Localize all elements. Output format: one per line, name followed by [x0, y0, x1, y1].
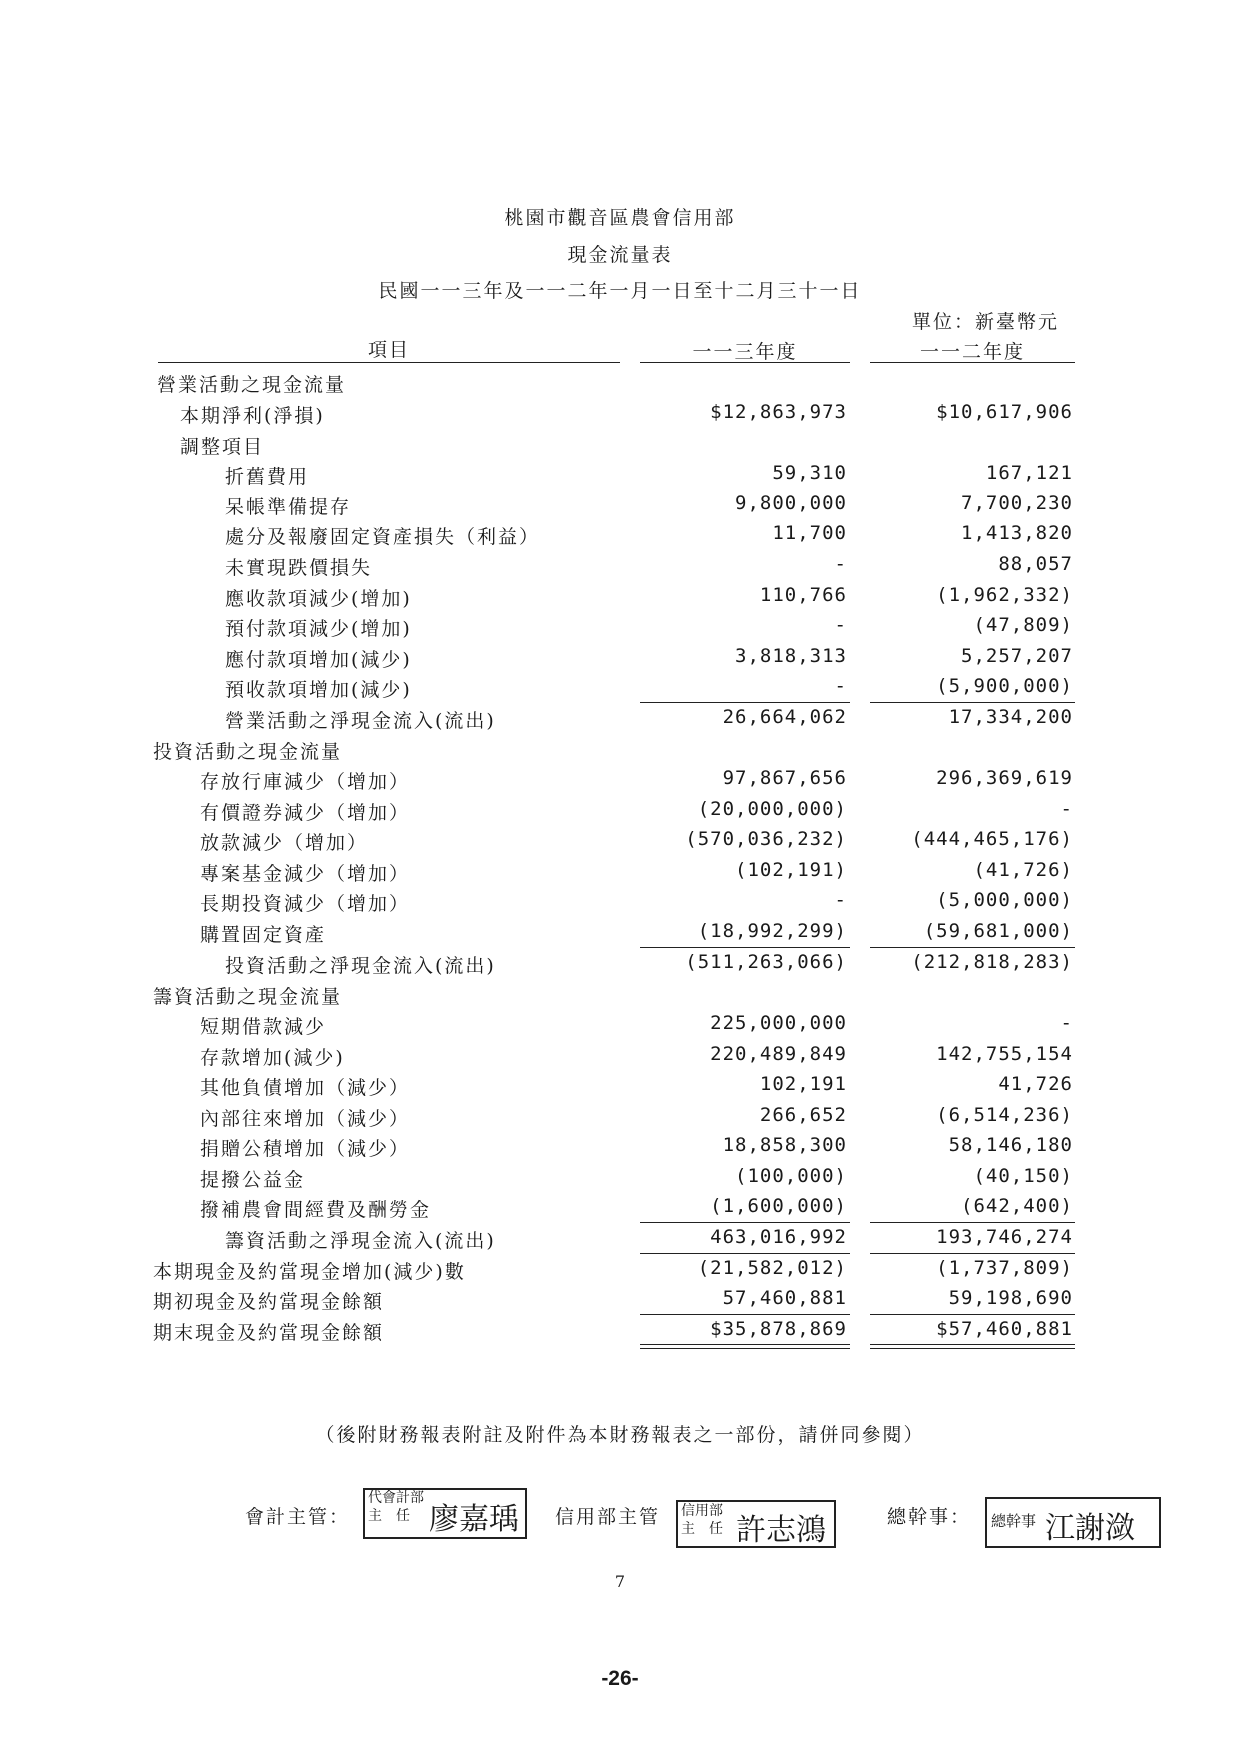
- value-112: -: [1060, 1012, 1073, 1034]
- value-113: 26,664,062: [722, 706, 847, 728]
- table-row: [0, 1283, 1240, 1314]
- row-label: 本期現金及約當現金增加(減少)數: [153, 1261, 466, 1283]
- value-113: 220,489,849: [710, 1043, 847, 1065]
- row-label: 購置固定資產: [200, 924, 327, 946]
- value-113: (21,582,012): [697, 1257, 847, 1279]
- value-113: (100,000): [735, 1165, 847, 1187]
- value-112: 41,726: [998, 1073, 1073, 1095]
- table-row: [0, 794, 1240, 825]
- row-label: 捐贈公積增加（減少）: [200, 1138, 411, 1160]
- value-113: 9,800,000: [735, 492, 847, 514]
- table-row: [0, 428, 1240, 459]
- table-row: [0, 1314, 1240, 1345]
- value-113: 11,700: [772, 522, 847, 544]
- row-label: 調整項目: [180, 436, 265, 458]
- row-label: 處分及報廢固定資產損失（利益）: [225, 526, 541, 548]
- table-row: [0, 488, 1240, 519]
- table-row: [0, 855, 1240, 886]
- table-row: [0, 1008, 1240, 1039]
- row-label: 本期淨利(淨損): [180, 405, 325, 427]
- table-row: [0, 1130, 1240, 1161]
- accounting-supervisor-stamp: [363, 1488, 527, 1539]
- value-113: 102,191: [759, 1073, 847, 1095]
- value-112: 142,755,154: [936, 1043, 1073, 1065]
- row-label: 未實現跌價損失: [225, 557, 373, 579]
- stamp-name: 許志鴻: [736, 1513, 826, 1548]
- table-row: [0, 1253, 1240, 1284]
- value-113: 110,766: [759, 584, 847, 606]
- table-row: [0, 671, 1240, 702]
- row-label: 存放行庫減少（增加）: [200, 771, 411, 793]
- stamp-title: 代會計部: [368, 1490, 424, 1506]
- value-112: 7,700,230: [961, 492, 1073, 514]
- row-label: 專案基金減少（增加）: [200, 863, 411, 885]
- column-header-112: 一一二年度: [919, 341, 1025, 363]
- statement-period: 民國一一三年及一一二年一月一日至十二月三十一日: [378, 280, 862, 302]
- row-label: 應收款項減少(增加): [225, 588, 412, 610]
- value-113: (20,000,000): [697, 798, 847, 820]
- table-row: [0, 397, 1240, 428]
- value-112: (47,809): [973, 614, 1073, 636]
- row-label: 內部往來增加（減少）: [200, 1108, 411, 1130]
- value-112: (212,818,283): [911, 951, 1073, 973]
- stamp-name: 廖嘉瑀: [429, 1502, 519, 1537]
- table-row: [0, 366, 1240, 397]
- value-113: -: [834, 553, 847, 575]
- value-113: -: [834, 614, 847, 636]
- row-label: 投資活動之淨現金流入(流出): [225, 955, 496, 977]
- table-row: [0, 458, 1240, 489]
- stamp-title: 總幹事: [991, 1512, 1037, 1530]
- value-113: 266,652: [759, 1104, 847, 1126]
- row-label: 折舊費用: [225, 466, 310, 488]
- value-112: (444,465,176): [911, 828, 1073, 850]
- row-label: 撥補農會間經費及酬勞金: [200, 1199, 432, 1221]
- accounting-supervisor-label: 會計主管：: [245, 1506, 351, 1528]
- table-row: [0, 1069, 1240, 1100]
- total-double-rule: [870, 1344, 1075, 1349]
- table-row: [0, 733, 1240, 764]
- row-label: 投資活動之現金流量: [153, 741, 343, 763]
- table-row: [0, 610, 1240, 641]
- stamp-name: 江謝潋: [1045, 1511, 1135, 1546]
- row-label: 呆帳準備提存: [225, 496, 352, 518]
- footnote: （後附財務報表附註及附件為本財務報表之一部份，請併同參閱）: [315, 1424, 925, 1446]
- row-label: 其他負債增加（減少）: [200, 1077, 411, 1099]
- header-underline-113: [640, 362, 850, 363]
- statement-title: 現金流量表: [567, 244, 673, 266]
- table-row: [0, 641, 1240, 672]
- row-label: 存款增加(減少): [200, 1047, 345, 1069]
- value-112: 193,746,274: [936, 1226, 1073, 1248]
- row-label: 營業活動之現金流量: [157, 374, 347, 396]
- table-row: [0, 1191, 1240, 1222]
- value-112: (6,514,236): [936, 1104, 1073, 1126]
- value-112: -: [1060, 798, 1073, 820]
- credit-dept-supervisor-label: 信用部主管: [555, 1506, 661, 1528]
- value-113: 97,867,656: [722, 767, 847, 789]
- table-row: [0, 1100, 1240, 1131]
- value-112: 296,369,619: [936, 767, 1073, 789]
- table-row: [0, 763, 1240, 794]
- value-113: 3,818,313: [735, 645, 847, 667]
- row-label: 期末現金及約當現金餘額: [153, 1322, 385, 1344]
- value-112: 17,334,200: [948, 706, 1073, 728]
- table-row: [0, 824, 1240, 855]
- row-label: 有價證券減少（增加）: [200, 802, 411, 824]
- row-label: 短期借款減少: [200, 1016, 327, 1038]
- table-row: [0, 1222, 1240, 1253]
- table-row: [0, 978, 1240, 1009]
- value-113: 59,310: [772, 462, 847, 484]
- row-label: 籌資活動之淨現金流入(流出): [225, 1230, 496, 1252]
- value-112: (40,150): [973, 1165, 1073, 1187]
- value-112: $57,460,881: [936, 1318, 1073, 1340]
- table-row: [0, 580, 1240, 611]
- value-112: (1,737,809): [936, 1257, 1073, 1279]
- value-113: -: [834, 675, 847, 697]
- table-row: [0, 549, 1240, 580]
- row-label: 營業活動之淨現金流入(流出): [225, 710, 496, 732]
- value-112: 58,146,180: [948, 1134, 1073, 1156]
- table-row: [0, 702, 1240, 733]
- currency-unit: 單位：新臺幣元: [912, 311, 1060, 333]
- column-header-item: 項目: [367, 339, 410, 361]
- row-label: 應付款項增加(減少): [225, 649, 412, 671]
- value-112: (59,681,000): [923, 920, 1073, 942]
- stamp-title: 主 任: [368, 1508, 410, 1524]
- table-row: [0, 916, 1240, 947]
- table-row: [0, 947, 1240, 978]
- value-113: (570,036,232): [685, 828, 847, 850]
- table-row: [0, 1161, 1240, 1192]
- value-112: (1,962,332): [936, 584, 1073, 606]
- stamp-title: 信用部: [681, 1503, 723, 1519]
- value-113: 225,000,000: [710, 1012, 847, 1034]
- value-112: 59,198,690: [948, 1287, 1073, 1309]
- value-112: 88,057: [998, 553, 1073, 575]
- value-112: (642,400): [961, 1195, 1073, 1217]
- general-manager-label: 總幹事：: [887, 1506, 972, 1528]
- value-113: -: [834, 889, 847, 911]
- table-row: [0, 518, 1240, 549]
- value-112: 167,121: [985, 462, 1073, 484]
- value-112: (5,000,000): [936, 889, 1073, 911]
- total-double-rule: [640, 1344, 850, 1349]
- row-label: 籌資活動之現金流量: [153, 986, 343, 1008]
- internal-page-number: 7: [614, 1572, 626, 1591]
- general-manager-stamp: [985, 1497, 1161, 1548]
- column-header-113: 一一三年度: [692, 341, 798, 363]
- credit-dept-supervisor-stamp: [676, 1500, 836, 1548]
- page-number: -26-: [601, 1667, 639, 1690]
- value-113: 18,858,300: [722, 1134, 847, 1156]
- row-label: 長期投資減少（增加）: [200, 893, 411, 915]
- row-label: 預收款項增加(減少): [225, 679, 412, 701]
- stamp-title: 主 任: [681, 1521, 723, 1537]
- value-112: 1,413,820: [961, 522, 1073, 544]
- value-112: 5,257,207: [961, 645, 1073, 667]
- header-underline-item: [158, 362, 620, 363]
- value-112: $10,617,906: [936, 401, 1073, 423]
- value-113: (102,191): [735, 859, 847, 881]
- table-row: [0, 1039, 1240, 1070]
- organization-name: 桃園市觀音區農會信用部: [504, 207, 736, 229]
- value-112: (5,900,000): [936, 675, 1073, 697]
- value-113: (511,263,066): [685, 951, 847, 973]
- value-113: 463,016,992: [710, 1226, 847, 1248]
- value-112: (41,726): [973, 859, 1073, 881]
- row-label: 提撥公益金: [200, 1169, 306, 1191]
- value-113: $35,878,869: [710, 1318, 847, 1340]
- table-row: [0, 885, 1240, 916]
- value-113: $12,863,973: [710, 401, 847, 423]
- value-113: (18,992,299): [697, 920, 847, 942]
- header-underline-112: [870, 362, 1075, 363]
- row-label: 放款減少（增加）: [200, 832, 369, 854]
- value-113: 57,460,881: [722, 1287, 847, 1309]
- row-label: 期初現金及約當現金餘額: [153, 1291, 385, 1313]
- value-113: (1,600,000): [710, 1195, 847, 1217]
- row-label: 預付款項減少(增加): [225, 618, 412, 640]
